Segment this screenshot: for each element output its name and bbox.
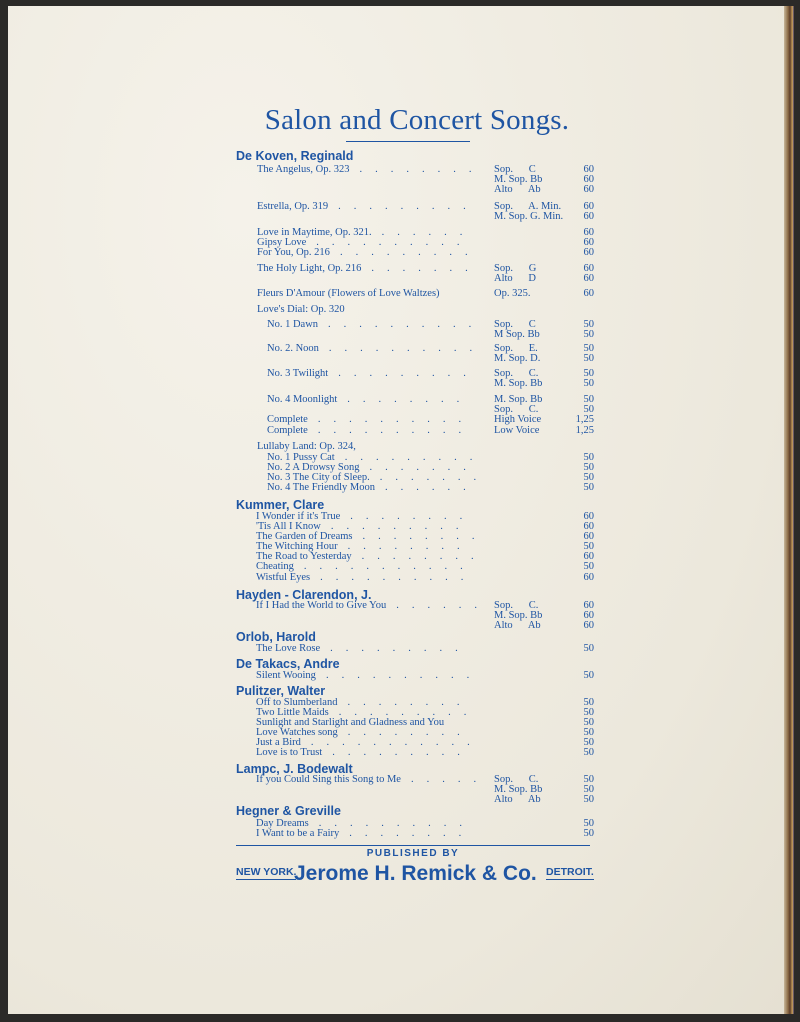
price: 50	[583, 452, 594, 463]
song-title: Cheating	[256, 561, 294, 572]
voice-key: High Voice	[494, 414, 542, 425]
price: 50	[583, 378, 594, 389]
leader-dots: ........	[359, 164, 485, 175]
voice-key: M Sop. Bb	[494, 329, 540, 340]
price: 60	[583, 184, 594, 195]
song-title: Lullaby Land: Op. 324,	[257, 441, 356, 452]
price: 60	[583, 572, 594, 583]
song-title: Silent Wooing	[256, 670, 316, 681]
voice-key: Sop. C	[494, 319, 536, 330]
price: 50	[583, 643, 594, 654]
leader-dots: ......	[396, 600, 490, 611]
leader-dots: ..........	[320, 572, 477, 583]
leader-dots: ........	[347, 541, 473, 552]
leader-dots: ..........	[328, 319, 485, 330]
song-title: No. 4 The Friendly Moon	[267, 482, 376, 493]
voice-key: M. Sop. Bb	[494, 378, 543, 389]
leader-dots: ........	[362, 531, 488, 542]
leader-dots: ...........	[310, 737, 483, 748]
published-by-label: PUBLISHED BY	[366, 848, 460, 859]
song-title: The Love Rose	[256, 643, 321, 654]
song-title: No. 4 Moonlight	[267, 394, 338, 405]
price: 60	[583, 551, 594, 562]
voice-key: Alto Ab	[494, 184, 541, 195]
composer-heading: Hegner & Greville	[236, 804, 341, 818]
song-title: Complete	[267, 414, 308, 425]
price: 60	[583, 511, 594, 522]
leader-dots: .........	[330, 643, 471, 654]
price: 50	[583, 717, 594, 728]
leader-dots: .........	[344, 452, 486, 463]
song-title: The Witching Hour	[256, 541, 338, 552]
voice-key: Low Voice	[494, 425, 540, 436]
price: 50	[583, 319, 594, 330]
voice-key: M. Sop. Bb	[494, 394, 543, 405]
song-title: Day Dreams	[256, 818, 309, 829]
composer-heading: Lampc, J. Bodewalt	[236, 762, 353, 776]
voice-key: M. Sop. D.	[494, 353, 541, 364]
voice-key: Sop. A. Min.	[494, 201, 562, 212]
song-title: No. 1 Pussy Cat	[267, 452, 335, 463]
price: 50	[583, 368, 594, 379]
voice-key: Sop. E.	[494, 343, 538, 354]
leader-dots: .......	[371, 263, 481, 274]
leader-dots: ..........	[325, 670, 483, 681]
composer-heading: Hayden - Clarendon, J.	[236, 588, 372, 602]
price: 50	[583, 727, 594, 738]
song-title: If I Had the World to Give You	[256, 600, 387, 611]
voice-key: M. Sop. G. Min.	[494, 211, 564, 222]
song-title: No. 2 A Drowsy Song	[267, 462, 360, 473]
price: 50	[583, 343, 594, 354]
price: 50	[583, 353, 594, 364]
song-title: Love is to Trust	[256, 747, 323, 758]
price: 60	[583, 273, 594, 284]
price: 50	[583, 462, 594, 473]
price: 60	[583, 610, 594, 621]
song-title: I Want to be a Fairy	[256, 828, 340, 839]
footer-rule	[236, 845, 590, 846]
price: 50	[583, 697, 594, 708]
voice-key: Op. 325.	[494, 288, 531, 299]
voice-key: Sop. C.	[494, 368, 539, 379]
page-title: Salon and Concert Songs.	[264, 104, 570, 136]
composer-heading: Kummer, Clare	[236, 498, 325, 512]
song-title: 'Tis All I Know	[256, 521, 321, 532]
leader-dots: .........	[339, 247, 481, 258]
song-title: Complete	[267, 425, 308, 436]
price: 50	[583, 670, 594, 681]
price: 60	[583, 201, 594, 212]
voice-key: Sop. C	[494, 164, 536, 175]
leader-dots: ........	[361, 551, 487, 562]
voice-key: M. Sop. Bb	[494, 174, 543, 185]
price: 60	[583, 227, 594, 238]
song-title: Wistful Eyes	[256, 572, 311, 583]
leader-dots: ..........	[318, 818, 476, 829]
price: 50	[583, 404, 594, 415]
composer-heading: Orlob, Harold	[236, 630, 316, 644]
price: 50	[583, 541, 594, 552]
price: 50	[583, 482, 594, 493]
composer-heading: De Koven, Reginald	[236, 149, 354, 163]
leader-dots: .......	[379, 472, 490, 483]
song-title: No. 1 Dawn	[267, 319, 319, 330]
price: 1,25	[575, 425, 594, 436]
leader-dots: .........	[338, 707, 480, 718]
voice-key: Alto D	[494, 273, 536, 284]
song-title: The Angelus, Op. 323	[257, 164, 350, 175]
leader-dots: ..........	[317, 425, 475, 436]
voice-key: M. Sop. Bb	[494, 784, 543, 795]
price: 50	[583, 329, 594, 340]
price: 50	[583, 737, 594, 748]
song-title: The Garden of Dreams	[256, 531, 353, 542]
price: 60	[583, 620, 594, 631]
price: 1,25	[575, 414, 594, 425]
price: 60	[583, 531, 594, 542]
song-title: Fleurs D'Amour (Flowers of Love Waltzes)	[257, 288, 440, 299]
song-title: Love Watches song	[256, 727, 338, 738]
price: 60	[583, 521, 594, 532]
leader-dots: ........	[347, 394, 473, 405]
price: 60	[583, 600, 594, 611]
price: 60	[583, 237, 594, 248]
song-title: Gipsy Love	[257, 237, 307, 248]
composer-heading: De Takacs, Andre	[236, 657, 340, 671]
song-title: The Road to Yesterday	[256, 551, 352, 562]
song-title: Love's Dial: Op. 320	[257, 304, 345, 315]
leader-dots: ........	[349, 828, 475, 839]
song-title: Off to Slumberland	[256, 697, 338, 708]
publisher-name: Jerome H. Remick & Co.	[294, 862, 537, 885]
leader-dots: ......	[381, 227, 476, 238]
song-title: Two Little Maids	[256, 707, 329, 718]
leader-dots: ........	[347, 697, 473, 708]
song-title: The Holy Light, Op. 216	[257, 263, 362, 274]
voice-key: Sop. C.	[494, 774, 539, 785]
price: 60	[583, 288, 594, 299]
price: 60	[583, 174, 594, 185]
price: 50	[583, 561, 594, 572]
song-title: Estrella, Op. 319	[257, 201, 329, 212]
leader-dots: .........	[332, 747, 473, 758]
price: 50	[583, 794, 594, 805]
voice-key: Alto Ab	[494, 620, 541, 631]
leader-dots: ........	[350, 511, 476, 522]
leader-dots: ......	[385, 482, 479, 493]
voice-key: Sop. C.	[494, 404, 539, 415]
price: 50	[583, 774, 594, 785]
leader-dots: ..........	[317, 414, 475, 425]
leader-dots: .........	[330, 521, 472, 532]
song-title: No. 3 The City of Sleep.	[267, 472, 370, 483]
leader-dots: .......	[369, 462, 479, 473]
city-detroit: DETROIT.	[546, 866, 594, 878]
leader-dots: ..........	[316, 237, 473, 248]
song-title: Sunlight and Starlight and Gladness and You	[256, 717, 445, 728]
price: 50	[583, 472, 594, 483]
voice-key: Sop. G	[494, 263, 537, 274]
song-title: Just a Bird	[256, 737, 301, 748]
price: 60	[583, 247, 594, 258]
leader-dots: ........	[347, 727, 473, 738]
composer-heading: Pulitzer, Walter	[236, 684, 326, 698]
leader-dots: ...........	[303, 561, 476, 572]
price: 60	[583, 164, 594, 175]
leader-dots: .....	[410, 774, 490, 785]
voice-key: Sop. C.	[494, 600, 539, 611]
price: 50	[583, 828, 594, 839]
leader-dots: ..........	[328, 343, 486, 354]
city-new-york: NEW YORK.	[236, 866, 297, 878]
song-title: No. 3 Twilight	[267, 368, 329, 379]
price: 50	[583, 784, 594, 795]
leader-dots: .........	[338, 368, 479, 379]
song-title: No. 2. Noon	[267, 343, 319, 354]
voice-key: M. Sop. Bb	[494, 610, 543, 621]
price: 50	[583, 818, 594, 829]
song-title: If you Could Sing this Song to Me	[256, 774, 401, 785]
price: 60	[583, 211, 594, 222]
price: 50	[583, 707, 594, 718]
title-underline	[346, 141, 470, 142]
song-title: Love in Maytime, Op. 321.	[257, 227, 372, 238]
song-title: I Wonder if it's True	[256, 511, 341, 522]
song-title: For You, Op. 216	[257, 247, 330, 258]
voice-key: Alto Ab	[494, 794, 541, 805]
page-edge	[784, 6, 794, 1014]
leader-dots: .........	[338, 201, 479, 212]
price: 50	[583, 747, 594, 758]
price: 60	[583, 263, 594, 274]
price: 50	[583, 394, 594, 405]
